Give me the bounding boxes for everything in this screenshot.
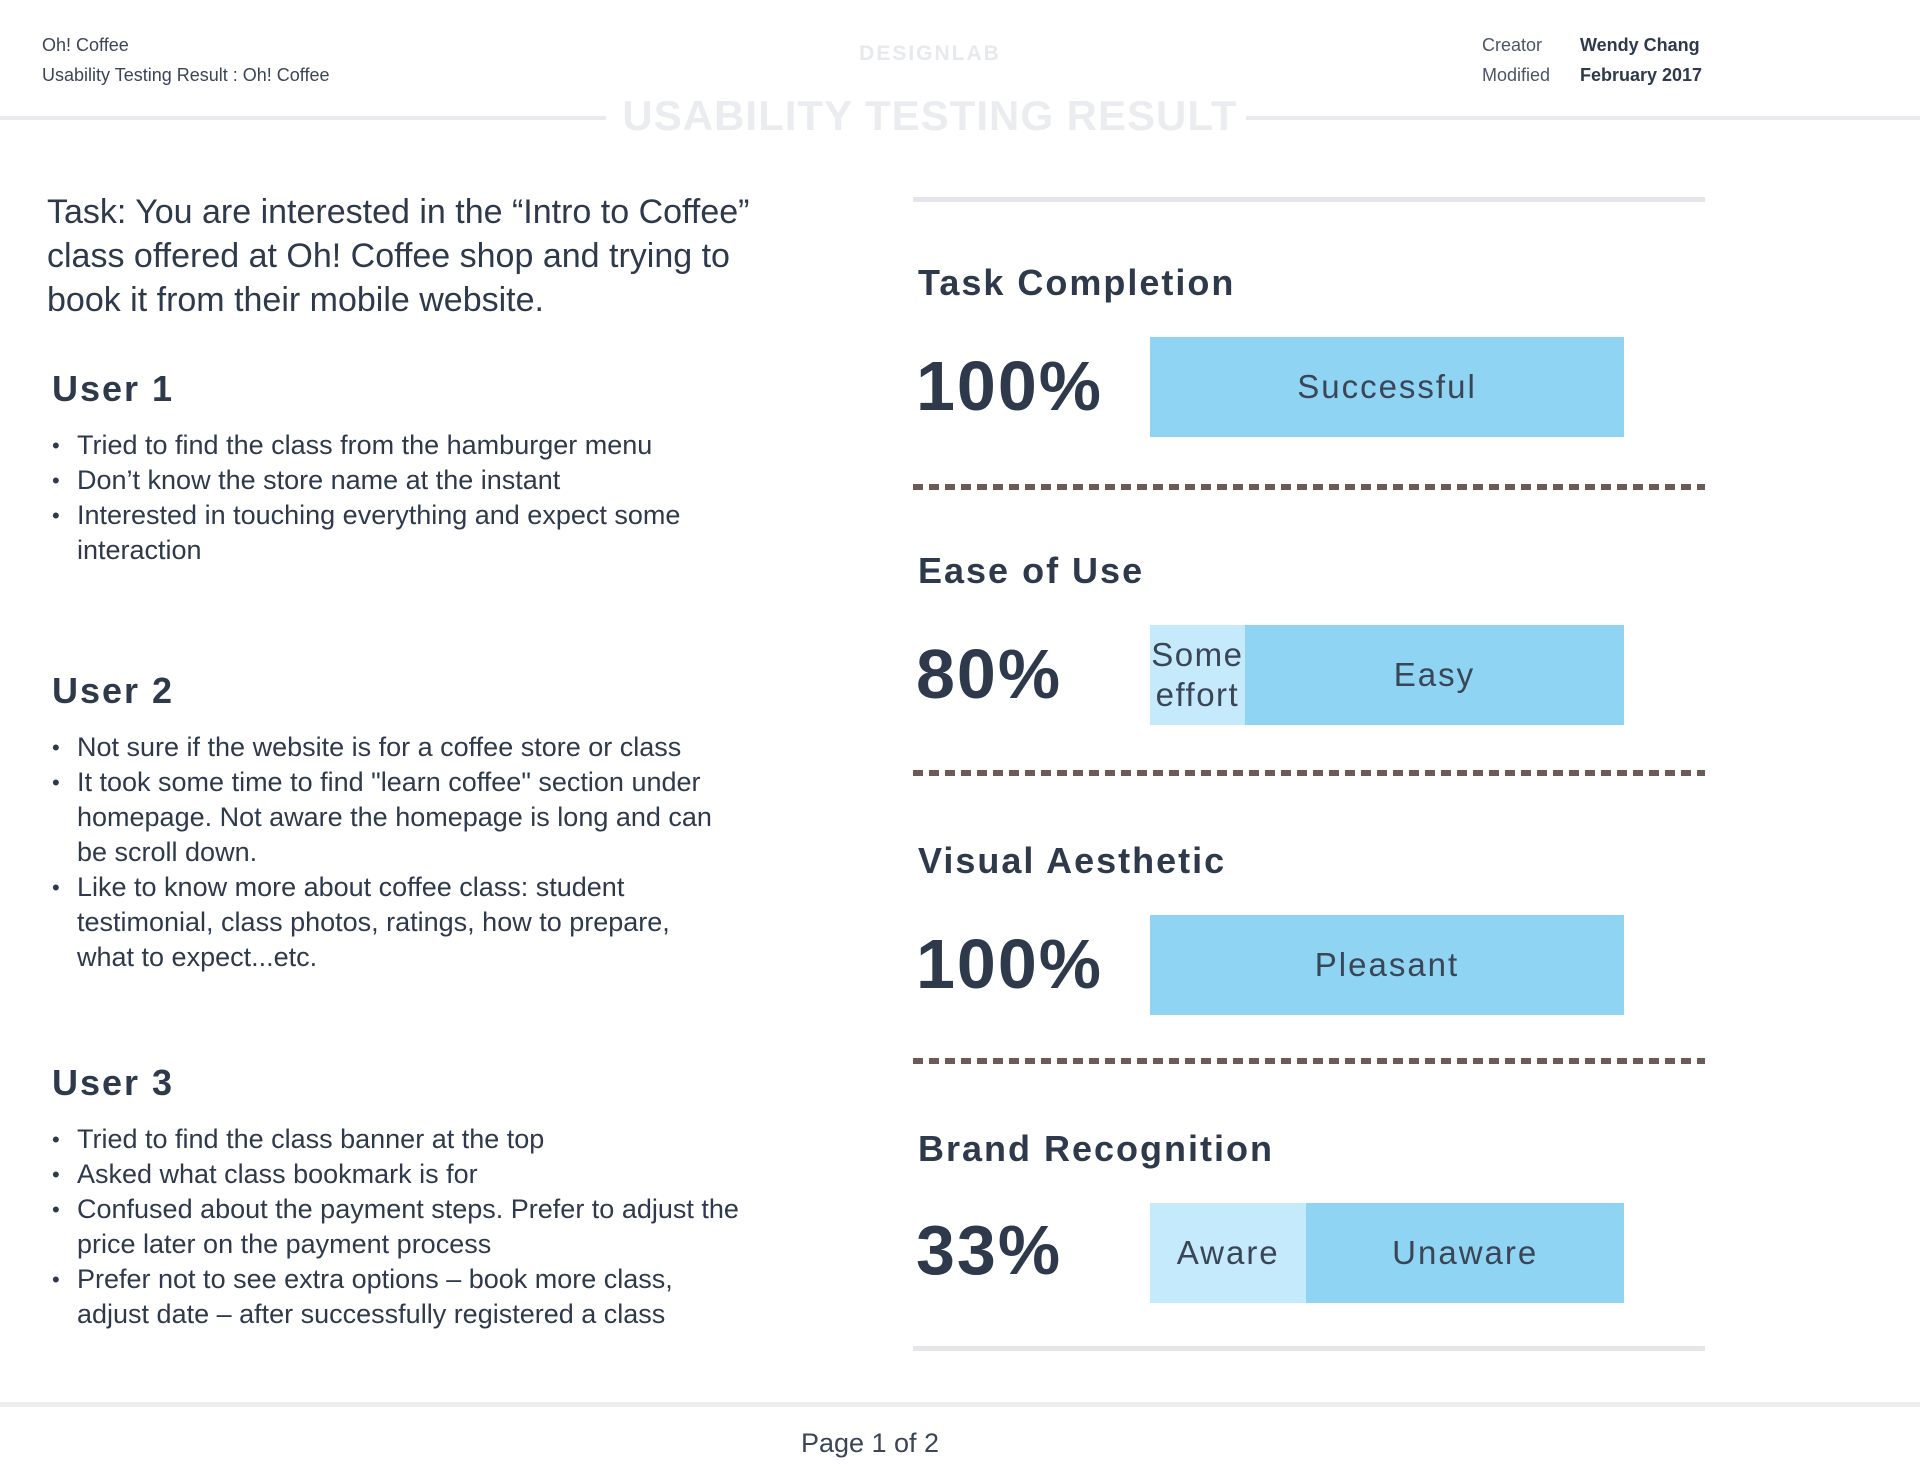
- user-3-title: User 3: [52, 1062, 175, 1103]
- document-subtitle: Usability Testing Result : Oh! Coffee: [42, 65, 330, 85]
- page-number: Page 1 of 2: [800, 1428, 940, 1458]
- task-description: [47, 190, 827, 322]
- task-line-2: class offered at Oh! Coffee shop and trying to: [47, 237, 730, 275]
- user-1-title: User 1: [52, 368, 175, 409]
- metric-bar-task-completion: [1150, 337, 1624, 437]
- metric-label-visual-aesthetic: Visual Aesthetic: [918, 840, 1227, 881]
- metric-bar-visual-aesthetic: [1150, 915, 1624, 1015]
- brand-logo-bold: LAB: [951, 42, 1001, 65]
- metric-segment: Aware: [1150, 1203, 1306, 1303]
- metric-segment: Easy: [1245, 625, 1624, 725]
- list-item: • Don’t know the store name at the instant: [52, 463, 812, 498]
- task-line-3: book it from their mobile website.: [47, 281, 544, 319]
- metric-divider: [913, 770, 1705, 776]
- list-item: • Confused about the payment steps. Prefer to adjust the price later on the payment process: [52, 1192, 792, 1262]
- user-3-notes: [52, 1122, 792, 1332]
- metric-divider: [913, 1058, 1705, 1064]
- user-1-section: [52, 368, 812, 568]
- metric-percent-brand-recognition: 33%: [916, 1211, 1063, 1289]
- page-title: USABILITY TESTING RESULT: [622, 92, 1238, 139]
- modified-value: February 2017: [1580, 65, 1703, 85]
- task-line-1: Task: You are interested in the “Intro to Coffee”: [47, 193, 750, 231]
- metric-segment: Pleasant: [1150, 915, 1624, 1015]
- creator-label: Creator: [1482, 35, 1543, 55]
- metric-percent-visual-aesthetic: 100%: [916, 925, 1104, 1003]
- list-item: • Like to know more about coffee class: student testimonial, class photos, ratings, how to prepare, what to expect...etc.: [52, 870, 732, 975]
- metric-label-ease-of-use: Ease of Use: [918, 550, 1145, 591]
- modified-row: [1482, 60, 1702, 90]
- footer-divider: [0, 1402, 1920, 1407]
- metric-label-brand-recognition: Brand Recognition: [918, 1128, 1274, 1169]
- list-item: • Asked what class bookmark is for: [52, 1157, 792, 1192]
- modified-label: Modified: [1482, 65, 1551, 85]
- list-item: • Not sure if the website is for a coffee store or class: [52, 730, 752, 765]
- metric-segment: Unaware: [1306, 1203, 1624, 1303]
- metric-segment: Successful: [1150, 337, 1624, 437]
- user-2-title: User 2: [52, 670, 175, 711]
- creator-row: [1482, 30, 1702, 60]
- list-item: • Tried to find the class banner at the top: [52, 1122, 792, 1157]
- user-2-notes: [52, 730, 752, 975]
- user-2-section: [52, 670, 812, 975]
- metric-segment: Some effort: [1150, 625, 1245, 725]
- metrics-top-divider: [913, 197, 1705, 202]
- brand-logo-light: DESIGN: [859, 42, 952, 65]
- metrics-bottom-divider: [913, 1346, 1705, 1351]
- list-item: • Prefer not to see extra options – book more class, adjust date – after successfully registered a class: [52, 1262, 752, 1332]
- user-3-section: [52, 1062, 812, 1332]
- metric-percent-task-completion: 100%: [916, 347, 1104, 425]
- user-1-notes: [52, 428, 812, 568]
- metric-bar-brand-recognition: [1150, 1203, 1624, 1303]
- document-info: [1482, 30, 1702, 90]
- metric-label-task-completion: Task Completion: [918, 262, 1236, 303]
- creator-value: Wendy Chang: [1580, 35, 1700, 55]
- list-item: • Interested in touching everything and expect some interaction: [52, 498, 752, 568]
- metric-bar-ease-of-use: [1150, 625, 1624, 725]
- list-item: • It took some time to find "learn coffee" section under homepage. Not aware the homepage is long and can be scroll down.: [52, 765, 732, 870]
- metric-divider: [913, 484, 1705, 490]
- project-name: Oh! Coffee: [42, 35, 129, 55]
- list-item: • Tried to find the class from the hamburger menu: [52, 428, 812, 463]
- metric-percent-ease-of-use: 80%: [916, 635, 1063, 713]
